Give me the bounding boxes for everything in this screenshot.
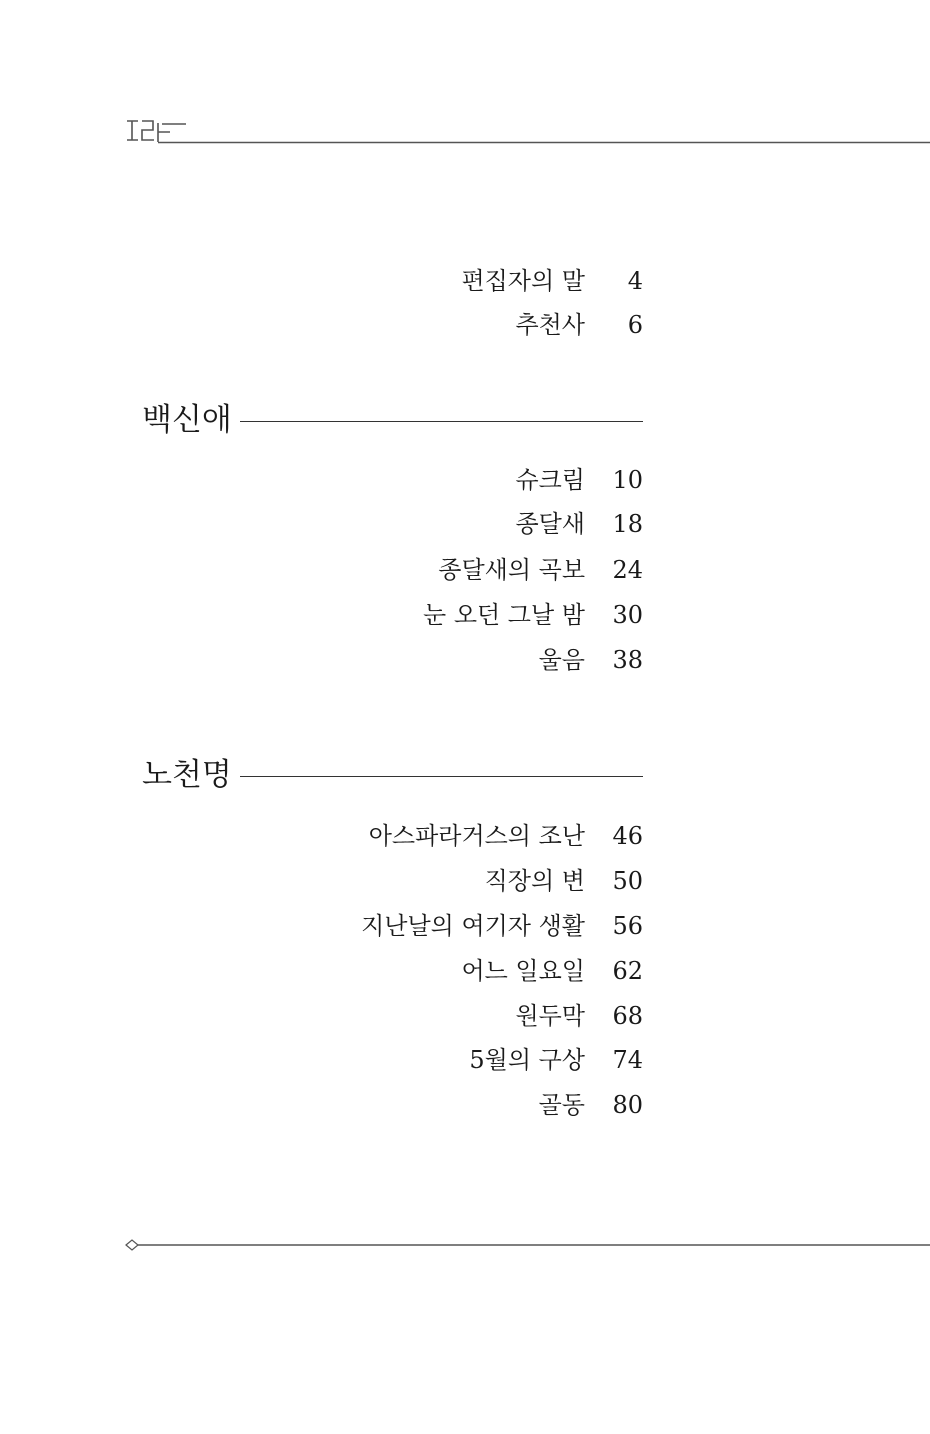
toc-entry[interactable] — [0, 598, 643, 632]
toc-entry-page: 24 — [612, 556, 643, 584]
section-author: 백신애 — [142, 398, 240, 442]
toc-entry-title: 어느 일요일 — [461, 957, 585, 985]
toc-entry[interactable] — [0, 864, 643, 898]
toc-entry-title: 울음 — [538, 646, 585, 674]
toc-entry[interactable] — [0, 1043, 643, 1077]
toc-entry-editor-note[interactable] — [0, 264, 643, 298]
toc-entry-title: 종달새의 곡보 — [438, 556, 585, 584]
toc-entry[interactable] — [0, 643, 643, 677]
toc-entry[interactable] — [0, 819, 643, 853]
toc-entry-page: 56 — [612, 912, 643, 940]
toc-entry[interactable] — [0, 553, 643, 587]
toc-entry-title: 지난날의 여기자 생활 — [361, 912, 585, 940]
toc-entry[interactable] — [0, 999, 643, 1033]
section-heading-no-cheon-myeong — [142, 753, 643, 797]
header-ornament — [124, 116, 930, 146]
toc-entry-title: 5월의 구상 — [469, 1046, 585, 1074]
toc-entry-page: 46 — [612, 822, 643, 850]
toc-entry-title: 슈크림 — [515, 466, 585, 494]
toc-entry[interactable] — [0, 507, 643, 541]
toc-entry-title: 눈 오던 그날 밤 — [423, 601, 585, 629]
toc-entry-recommendation[interactable] — [0, 308, 643, 342]
toc-entry-title: 아스파라거스의 조난 — [368, 822, 585, 850]
toc-entry[interactable] — [0, 954, 643, 988]
toc-entry-page: 80 — [612, 1091, 643, 1119]
section-rule — [238, 776, 643, 777]
section-rule — [238, 421, 643, 422]
toc-entry-page: 10 — [612, 466, 643, 494]
toc-entry-title: 골동 — [538, 1091, 585, 1119]
toc-entry-title: 원두막 — [515, 1002, 585, 1030]
footer-ornament — [124, 1236, 930, 1254]
section-author: 노천명 — [142, 753, 240, 797]
toc-entry-page: 6 — [627, 311, 643, 339]
toc-entry-page: 38 — [612, 646, 643, 674]
toc-entry[interactable] — [0, 1088, 643, 1122]
section-heading-baek-sin-ae — [142, 398, 643, 442]
toc-entry-title: 추천사 — [515, 311, 585, 339]
toc-entry-title: 종달새 — [515, 510, 585, 538]
toc-entry-page: 50 — [612, 867, 643, 895]
toc-entry-page: 68 — [612, 1002, 643, 1030]
toc-entry[interactable] — [0, 463, 643, 497]
toc-entry-page: 74 — [612, 1046, 643, 1074]
toc-entry-page: 18 — [612, 510, 643, 538]
toc-entry-page: 30 — [612, 601, 643, 629]
toc-entry-page: 4 — [627, 267, 643, 295]
toc-entry-title: 직장의 변 — [484, 867, 585, 895]
toc-entry[interactable] — [0, 909, 643, 943]
toc-entry-page: 62 — [612, 957, 643, 985]
toc-entry-title: 편집자의 말 — [461, 267, 585, 295]
